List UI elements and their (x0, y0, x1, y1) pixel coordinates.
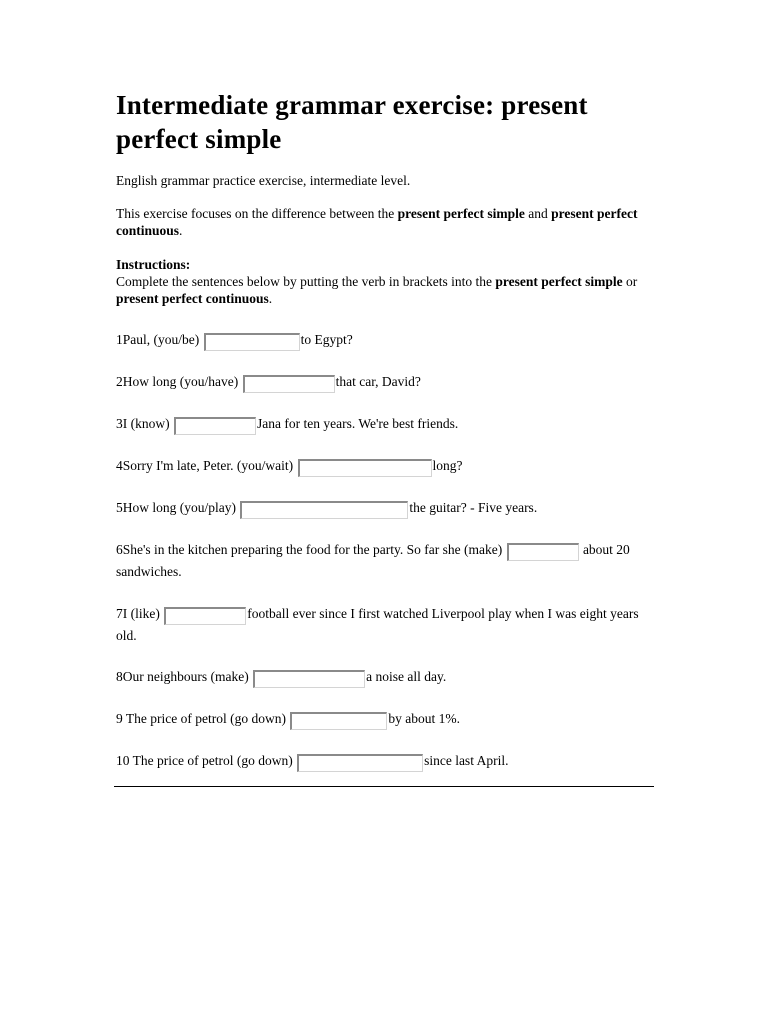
question-9-prompt: 9 The price of petrol (go down) (116, 711, 290, 726)
question-5 (116, 497, 656, 519)
question-9 (116, 708, 656, 730)
horizontal-rule (114, 786, 654, 787)
question-6-rest: about 20 sandwiches. (116, 542, 630, 579)
instructions-text-mid: or (622, 274, 638, 289)
answer-input-4[interactable] (298, 459, 432, 477)
answer-input-8[interactable] (253, 670, 365, 688)
answer-input-9[interactable] (290, 712, 387, 730)
answer-input-6[interactable] (507, 543, 579, 561)
instructions-heading: Instructions: (116, 257, 191, 272)
question-1 (116, 329, 656, 351)
question-6 (116, 539, 656, 582)
instructions-text-pre: Complete the sentences below by putting the verb in brackets into the (116, 274, 496, 289)
answer-input-5[interactable] (240, 501, 408, 519)
focus-text-post: . (179, 223, 183, 238)
page-title: Intermediate grammar exercise: present perfect simple (116, 90, 588, 154)
focus-paragraph (116, 205, 656, 239)
answer-input-3[interactable] (174, 417, 256, 435)
question-4 (116, 455, 656, 477)
answer-input-10[interactable] (297, 754, 423, 772)
question-7-rest: football ever since I first watched Liverpool play when I was eight years old. (116, 606, 639, 643)
question-4-rest: long? (432, 458, 463, 473)
focus-text-mid: and (524, 206, 552, 221)
focus-text-pre: This exercise focuses on the difference between the (116, 206, 398, 221)
question-3 (116, 413, 656, 435)
question-1-prompt: 1Paul, (you/be) (116, 332, 203, 347)
question-10-rest: since last April. (424, 753, 509, 768)
question-7 (116, 603, 656, 646)
question-10 (116, 750, 656, 772)
instructions-text-post: . (268, 291, 273, 306)
question-8-prompt: 8Our neighbours (make) (116, 669, 253, 684)
question-8 (116, 666, 656, 688)
question-8-rest: a noise all day. (366, 669, 447, 684)
focus-term-continuous: present perfect continuous (116, 206, 638, 238)
question-5-prompt: 5How long (you/play) (116, 500, 240, 515)
subtitle: English grammar practice exercise, intermediate level. (116, 173, 411, 188)
instructions-term-simple: present perfect simple (495, 274, 623, 289)
question-2-rest: that car, David? (335, 374, 421, 389)
answer-input-2[interactable] (243, 375, 335, 393)
question-9-rest: by about 1%. (388, 711, 460, 726)
focus-term-simple: present perfect simple (397, 206, 525, 221)
instructions-paragraph (116, 256, 656, 307)
question-2-prompt: 2How long (you/have) (116, 374, 242, 389)
question-1-rest: to Egypt? (300, 332, 353, 347)
question-3-rest: Jana for ten years. We're best friends. (257, 416, 459, 431)
answer-input-1[interactable] (204, 333, 300, 351)
question-7-prompt: 7I (like) (116, 606, 164, 621)
question-4-prompt: 4Sorry I'm late, Peter. (you/wait) (116, 458, 297, 473)
question-10-prompt: 10 The price of petrol (go down) (116, 753, 297, 768)
answer-input-7[interactable] (164, 607, 246, 625)
question-3-prompt: 3I (know) (116, 416, 173, 431)
instructions-term-continuous: present perfect continuous (116, 291, 269, 306)
question-2 (116, 371, 656, 393)
question-6-prompt: 6She's in the kitchen preparing the food for the party. So far she (make) (116, 542, 506, 557)
question-5-rest: the guitar? - Five years. (409, 500, 538, 515)
